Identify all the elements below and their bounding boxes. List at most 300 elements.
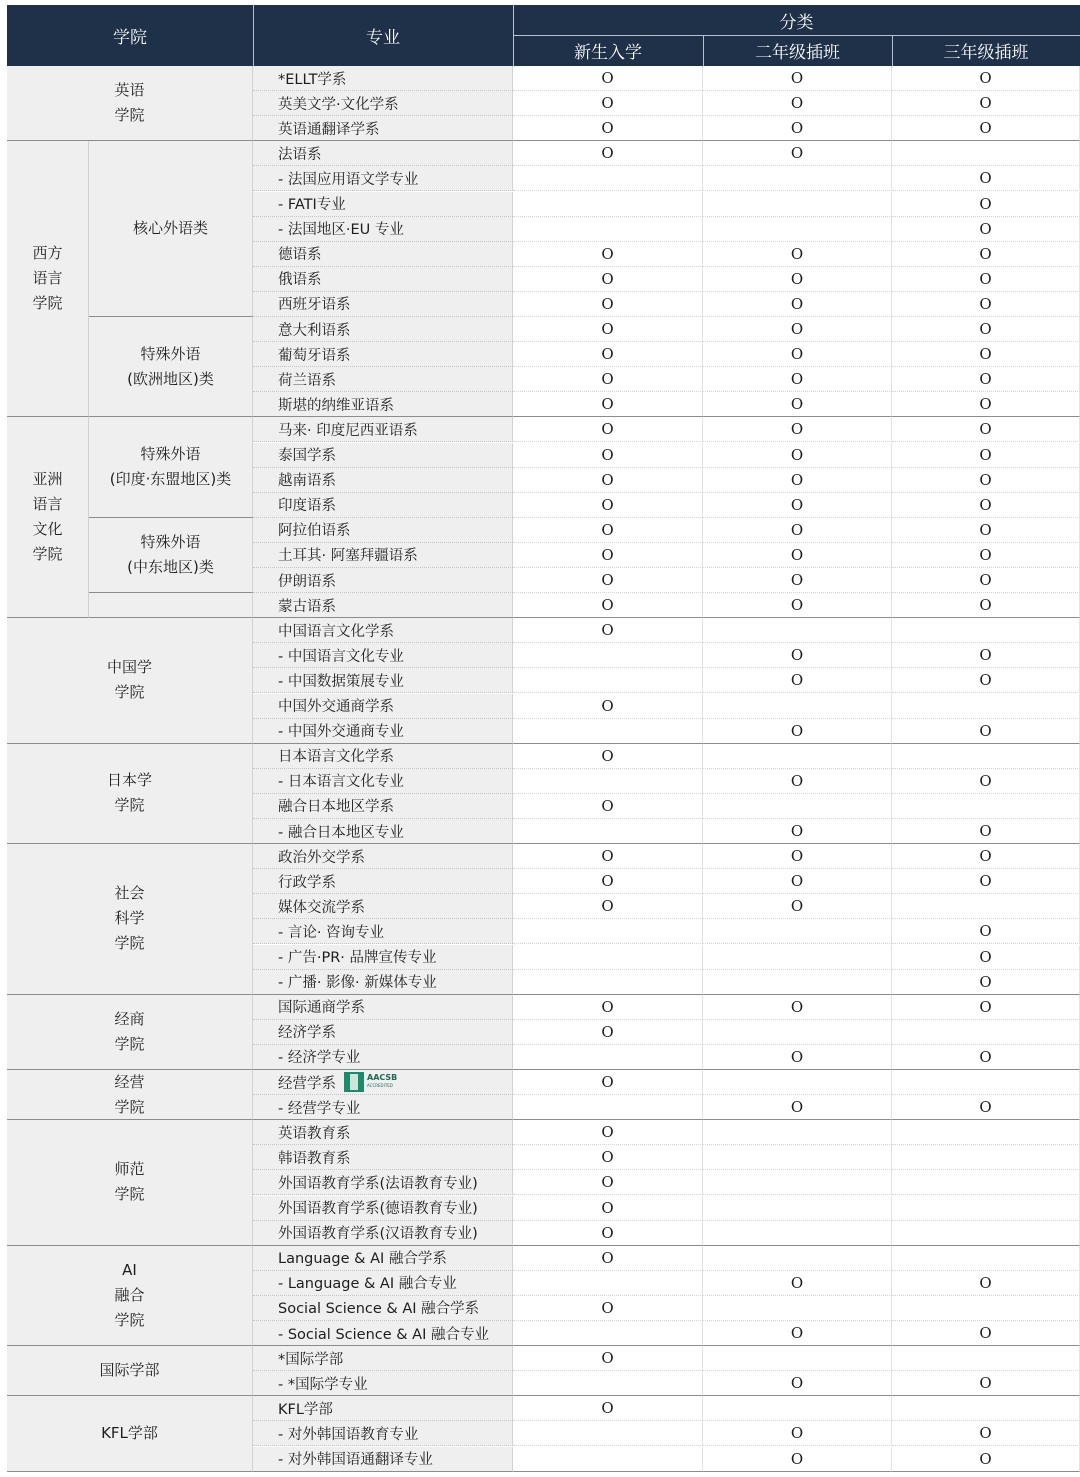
mark-freshman: O	[513, 267, 703, 292]
mark-second-year	[703, 1145, 892, 1170]
major-label: *国际学部	[278, 1351, 344, 1368]
major-label: 印度语系	[278, 498, 336, 515]
college-cell: 亚洲 语言 文化 学院	[7, 417, 89, 618]
mark-freshman: O	[513, 1296, 703, 1321]
major-name	[253, 1095, 513, 1120]
mark-third-year: O	[892, 1271, 1080, 1296]
mark-third-year	[892, 618, 1080, 643]
major-name	[253, 668, 513, 693]
mark-third-year: O	[892, 970, 1080, 995]
major-label: - 法国地区·EU 专业	[278, 222, 404, 239]
major-label: 中国语言文化学系	[278, 623, 394, 640]
mark-second-year: O	[703, 242, 892, 267]
mark-freshman	[513, 217, 703, 242]
mark-third-year	[892, 1145, 1080, 1170]
major-label: 蒙古语系	[278, 598, 336, 615]
header-col-freshman: 新生入学	[513, 35, 703, 66]
major-label: 马来· 印度尼西亚语系	[278, 422, 418, 439]
mark-second-year: O	[703, 66, 892, 91]
mark-freshman	[513, 1371, 703, 1396]
mark-second-year: O	[703, 317, 892, 342]
mark-third-year: O	[892, 1371, 1080, 1396]
major-label: - 中国数据策展专业	[278, 673, 404, 690]
mark-freshman	[513, 1447, 703, 1472]
mark-second-year: O	[703, 141, 892, 166]
mark-freshman: O	[513, 744, 703, 769]
major-name	[253, 1346, 513, 1371]
mark-second-year: O	[703, 91, 892, 116]
major-name	[253, 1447, 513, 1472]
major-label: 荷兰语系	[278, 372, 336, 389]
major-name	[253, 919, 513, 944]
major-name	[253, 468, 513, 493]
major-name	[253, 66, 513, 91]
major-label: - 法国应用语文学专业	[278, 171, 419, 188]
mark-third-year	[892, 1070, 1080, 1095]
mark-freshman	[513, 166, 703, 191]
major-name	[253, 417, 513, 442]
header-col-second: 二年级插班	[703, 35, 892, 66]
mark-second-year	[703, 794, 892, 819]
major-label: 西班牙语系	[278, 297, 351, 314]
mark-third-year: O	[892, 392, 1080, 417]
mark-freshman: O	[513, 894, 703, 919]
mark-freshman: O	[513, 91, 703, 116]
major-name	[253, 1246, 513, 1271]
subgroup-cell	[89, 593, 253, 618]
mark-third-year: O	[892, 342, 1080, 367]
mark-second-year: O	[703, 568, 892, 593]
mark-freshman: O	[513, 543, 703, 568]
mark-second-year	[703, 1170, 892, 1195]
mark-third-year: O	[892, 443, 1080, 468]
mark-freshman	[513, 1045, 703, 1070]
major-name	[253, 317, 513, 342]
major-name	[253, 694, 513, 719]
mark-freshman: O	[513, 392, 703, 417]
mark-freshman: O	[513, 869, 703, 894]
mark-third-year: O	[892, 91, 1080, 116]
major-label: 中国外交通商学系	[278, 699, 394, 716]
major-label: 外国语教育学系(法语教育专业)	[278, 1175, 478, 1192]
mark-second-year: O	[703, 392, 892, 417]
major-label: 伊朗语系	[278, 573, 336, 590]
college-cell: 经营 学院	[7, 1070, 253, 1120]
mark-second-year: O	[703, 869, 892, 894]
mark-second-year: O	[703, 116, 892, 141]
major-label: 经济学系	[278, 1025, 336, 1042]
mark-freshman: O	[513, 844, 703, 869]
major-name	[253, 493, 513, 518]
mark-freshman: O	[513, 568, 703, 593]
mark-second-year: O	[703, 1447, 892, 1472]
mark-third-year: O	[892, 844, 1080, 869]
major-name	[253, 1271, 513, 1296]
major-name	[253, 367, 513, 392]
subgroup-cell: 核心外语类	[89, 141, 253, 317]
mark-freshman	[513, 1321, 703, 1346]
mark-second-year: O	[703, 518, 892, 543]
mark-third-year: O	[892, 1095, 1080, 1120]
major-name	[253, 1020, 513, 1045]
mark-freshman: O	[513, 1070, 703, 1095]
major-name	[253, 995, 513, 1020]
mark-third-year: O	[892, 292, 1080, 317]
major-name	[253, 769, 513, 794]
header-college: 学院	[7, 5, 253, 66]
mark-freshman	[513, 970, 703, 995]
major-label: - *国际学专业	[278, 1376, 368, 1393]
major-name	[253, 267, 513, 292]
mark-third-year	[892, 744, 1080, 769]
major-name	[253, 116, 513, 141]
mark-second-year: O	[703, 719, 892, 744]
mark-third-year: O	[892, 769, 1080, 794]
mark-freshman: O	[513, 794, 703, 819]
major-label: 法语系	[278, 146, 322, 163]
major-name	[253, 1145, 513, 1170]
major-name	[253, 1321, 513, 1346]
mark-freshman	[513, 719, 703, 744]
major-label: 斯堪的纳维亚语系	[278, 397, 394, 414]
major-label: - 广告·PR· 品牌宣传专业	[278, 950, 437, 967]
major-name	[253, 518, 513, 543]
mark-third-year: O	[892, 417, 1080, 442]
major-name	[253, 869, 513, 894]
mark-second-year	[703, 1120, 892, 1145]
mark-second-year: O	[703, 819, 892, 844]
mark-second-year	[703, 1396, 892, 1421]
major-label: - 融合日本地区专业	[278, 824, 404, 841]
college-cell: 日本学 学院	[7, 744, 253, 844]
major-label: - 中国外交通商专业	[278, 724, 404, 741]
major-label: 英语教育系	[278, 1125, 351, 1142]
major-name	[253, 443, 513, 468]
mark-second-year	[703, 1070, 892, 1095]
major-name	[253, 643, 513, 668]
major-name	[253, 1371, 513, 1396]
mark-third-year: O	[892, 1421, 1080, 1446]
mark-third-year: O	[892, 317, 1080, 342]
mark-third-year: O	[892, 468, 1080, 493]
major-label: 葡萄牙语系	[278, 347, 351, 364]
mark-third-year	[892, 794, 1080, 819]
mark-second-year: O	[703, 643, 892, 668]
mark-second-year: O	[703, 292, 892, 317]
mark-third-year	[892, 1170, 1080, 1195]
mark-third-year: O	[892, 267, 1080, 292]
mark-second-year: O	[703, 894, 892, 919]
major-label: 国际通商学系	[278, 1000, 365, 1017]
mark-third-year: O	[892, 668, 1080, 693]
mark-third-year	[892, 1020, 1080, 1045]
mark-second-year	[703, 1221, 892, 1246]
college-cell: 中国学 学院	[7, 618, 253, 744]
aacsb-sublabel: ACCREDITED	[367, 1083, 393, 1089]
header-category: 分类	[513, 5, 1080, 35]
major-name	[253, 242, 513, 267]
mark-third-year	[892, 1120, 1080, 1145]
mark-freshman: O	[513, 1020, 703, 1045]
major-name	[253, 1170, 513, 1195]
mark-freshman	[513, 819, 703, 844]
mark-second-year	[703, 1296, 892, 1321]
mark-freshman: O	[513, 417, 703, 442]
mark-freshman: O	[513, 694, 703, 719]
mark-freshman: O	[513, 593, 703, 618]
mark-third-year	[892, 141, 1080, 166]
major-label: - 日本语言文化专业	[278, 774, 404, 791]
major-label: - Social Science & AI 融合专业	[278, 1326, 489, 1343]
mark-third-year: O	[892, 493, 1080, 518]
major-name	[253, 1296, 513, 1321]
mark-second-year	[703, 970, 892, 995]
mark-third-year: O	[892, 819, 1080, 844]
mark-freshman: O	[513, 1196, 703, 1221]
mark-third-year: O	[892, 217, 1080, 242]
major-name	[253, 744, 513, 769]
major-label: - 经济学专业	[278, 1050, 361, 1067]
mark-freshman: O	[513, 317, 703, 342]
major-label: 媒体交流学系	[278, 899, 365, 916]
mark-third-year	[892, 894, 1080, 919]
mark-second-year	[703, 217, 892, 242]
mark-freshman: O	[513, 342, 703, 367]
college-cell: AI 融合 学院	[7, 1246, 253, 1346]
mark-freshman: O	[513, 1145, 703, 1170]
mark-third-year: O	[892, 116, 1080, 141]
mark-second-year: O	[703, 443, 892, 468]
mark-second-year	[703, 694, 892, 719]
mark-second-year	[703, 166, 892, 191]
mark-second-year	[703, 192, 892, 217]
aacsb-badge-icon	[344, 1072, 397, 1092]
mark-freshman: O	[513, 141, 703, 166]
mark-second-year: O	[703, 1271, 892, 1296]
mark-freshman: O	[513, 292, 703, 317]
subgroup-cell: 特殊外语 (印度·东盟地区)类	[89, 417, 253, 517]
major-name	[253, 719, 513, 744]
major-name	[253, 342, 513, 367]
mark-freshman	[513, 769, 703, 794]
mark-third-year	[892, 1196, 1080, 1221]
mark-second-year	[703, 1196, 892, 1221]
major-label: Social Science & AI 融合学系	[278, 1301, 480, 1318]
mark-third-year: O	[892, 66, 1080, 91]
major-label: 行政学系	[278, 874, 336, 891]
mark-freshman	[513, 919, 703, 944]
mark-third-year	[892, 1221, 1080, 1246]
mark-third-year: O	[892, 719, 1080, 744]
header-major: 专业	[253, 5, 513, 66]
major-label: 土耳其· 阿塞拜疆语系	[278, 548, 418, 565]
college-cell: 国际学部	[7, 1346, 253, 1396]
mark-third-year: O	[892, 1447, 1080, 1472]
mark-freshman: O	[513, 1396, 703, 1421]
major-name	[253, 1070, 513, 1095]
mark-freshman: O	[513, 1170, 703, 1195]
major-label: 日本语言文化学系	[278, 749, 394, 766]
header-divider	[892, 35, 893, 66]
major-label: - 中国语言文化专业	[278, 648, 404, 665]
mark-freshman: O	[513, 66, 703, 91]
mark-third-year: O	[892, 543, 1080, 568]
mark-third-year: O	[892, 242, 1080, 267]
mark-second-year: O	[703, 995, 892, 1020]
college-cell: 师范 学院	[7, 1120, 253, 1246]
mark-freshman: O	[513, 242, 703, 267]
major-label: 外国语教育学系(德语教育专业)	[278, 1201, 478, 1218]
mark-second-year: O	[703, 468, 892, 493]
mark-freshman	[513, 1095, 703, 1120]
mark-third-year: O	[892, 1321, 1080, 1346]
mark-second-year: O	[703, 668, 892, 693]
header-divider	[513, 35, 1080, 36]
header-divider	[703, 35, 704, 66]
major-label: - 广播· 影像· 新媒体专业	[278, 975, 437, 992]
mark-second-year: O	[703, 1371, 892, 1396]
major-label: 英美文学·文化学系	[278, 96, 399, 113]
major-name	[253, 543, 513, 568]
header-col-third: 三年级插班	[892, 35, 1080, 66]
major-name	[253, 141, 513, 166]
mark-third-year: O	[892, 995, 1080, 1020]
major-name	[253, 392, 513, 417]
mark-third-year	[892, 694, 1080, 719]
subgroup-cell: 特殊外语 (欧洲地区)类	[89, 317, 253, 417]
mark-second-year: O	[703, 1321, 892, 1346]
mark-third-year: O	[892, 367, 1080, 392]
admission-table	[7, 5, 1080, 1472]
major-label: 泰国学系	[278, 448, 336, 465]
mark-third-year: O	[892, 166, 1080, 191]
mark-second-year: O	[703, 1421, 892, 1446]
major-name	[253, 1120, 513, 1145]
college-cell: 西方 语言 学院	[7, 141, 89, 417]
mark-second-year	[703, 1346, 892, 1371]
mark-second-year: O	[703, 543, 892, 568]
major-label: - Language & AI 融合专业	[278, 1276, 457, 1293]
mark-third-year: O	[892, 919, 1080, 944]
mark-second-year	[703, 945, 892, 970]
major-label: KFL学部	[278, 1401, 333, 1418]
mark-freshman	[513, 1421, 703, 1446]
major-label: - 言论· 咨询专业	[278, 924, 385, 941]
mark-third-year	[892, 1246, 1080, 1271]
major-label: - 对外韩国语教育专业	[278, 1426, 419, 1443]
major-name	[253, 794, 513, 819]
major-name	[253, 1045, 513, 1070]
mark-freshman: O	[513, 1346, 703, 1371]
major-label: - 经营学专业	[278, 1100, 361, 1117]
major-name	[253, 292, 513, 317]
mark-second-year: O	[703, 844, 892, 869]
major-name	[253, 568, 513, 593]
mark-freshman: O	[513, 116, 703, 141]
mark-freshman: O	[513, 1120, 703, 1145]
major-label: 意大利语系	[278, 322, 351, 339]
mark-freshman: O	[513, 468, 703, 493]
college-cell: KFL学部	[7, 1396, 253, 1471]
major-name	[253, 217, 513, 242]
major-name	[253, 970, 513, 995]
college-cell: 社会 科学 学院	[7, 844, 253, 995]
mark-second-year: O	[703, 367, 892, 392]
mark-third-year: O	[892, 1045, 1080, 1070]
major-label: Language & AI 融合学系	[278, 1251, 447, 1268]
major-label: - FATI专业	[278, 197, 346, 214]
major-name	[253, 192, 513, 217]
major-name	[253, 819, 513, 844]
mark-second-year: O	[703, 1045, 892, 1070]
mark-third-year: O	[892, 945, 1080, 970]
mark-second-year: O	[703, 493, 892, 518]
major-label: 阿拉伯语系	[278, 523, 351, 540]
mark-freshman: O	[513, 518, 703, 543]
major-label: *ELLT学系	[278, 71, 347, 88]
mark-third-year	[892, 1296, 1080, 1321]
college-cell: 英语 学院	[7, 66, 253, 141]
mark-second-year: O	[703, 417, 892, 442]
mark-freshman: O	[513, 1221, 703, 1246]
major-label: 外国语教育学系(汉语教育专业)	[278, 1226, 478, 1243]
major-name	[253, 1196, 513, 1221]
mark-second-year: O	[703, 769, 892, 794]
major-label: 政治外交学系	[278, 849, 365, 866]
mark-third-year: O	[892, 518, 1080, 543]
mark-second-year	[703, 1246, 892, 1271]
mark-freshman	[513, 668, 703, 693]
major-label: 融合日本地区学系	[278, 799, 394, 816]
aacsb-label: AACSB ACCREDITED	[367, 1073, 398, 1089]
major-name	[253, 166, 513, 191]
mark-second-year: O	[703, 1095, 892, 1120]
major-name	[253, 91, 513, 116]
major-name	[253, 1421, 513, 1446]
major-label: 韩语教育系	[278, 1150, 351, 1167]
mark-third-year	[892, 1346, 1080, 1371]
major-label: 德语系	[278, 247, 322, 264]
mark-third-year: O	[892, 192, 1080, 217]
mark-third-year: O	[892, 869, 1080, 894]
subgroup-cell: 特殊外语 (中东地区)类	[89, 518, 253, 593]
major-label: 英语通翻译学系	[278, 121, 380, 138]
mark-freshman: O	[513, 995, 703, 1020]
header-divider	[253, 5, 254, 66]
mark-second-year: O	[703, 342, 892, 367]
major-name	[253, 1396, 513, 1421]
major-label: - 对外韩国语通翻译专业	[278, 1452, 433, 1469]
mark-second-year	[703, 919, 892, 944]
college-cell: 经商 学院	[7, 995, 253, 1070]
mark-freshman: O	[513, 367, 703, 392]
aacsb-logo-icon	[344, 1072, 364, 1092]
major-name	[253, 945, 513, 970]
mark-freshman	[513, 1271, 703, 1296]
mark-freshman: O	[513, 618, 703, 643]
mark-second-year: O	[703, 267, 892, 292]
mark-third-year: O	[892, 593, 1080, 618]
mark-freshman: O	[513, 443, 703, 468]
major-name	[253, 618, 513, 643]
major-name	[253, 593, 513, 618]
mark-second-year	[703, 618, 892, 643]
mark-freshman	[513, 643, 703, 668]
major-label: 经营学系	[278, 1075, 336, 1092]
major-label: 越南语系	[278, 473, 336, 490]
mark-third-year: O	[892, 643, 1080, 668]
mark-second-year: O	[703, 593, 892, 618]
